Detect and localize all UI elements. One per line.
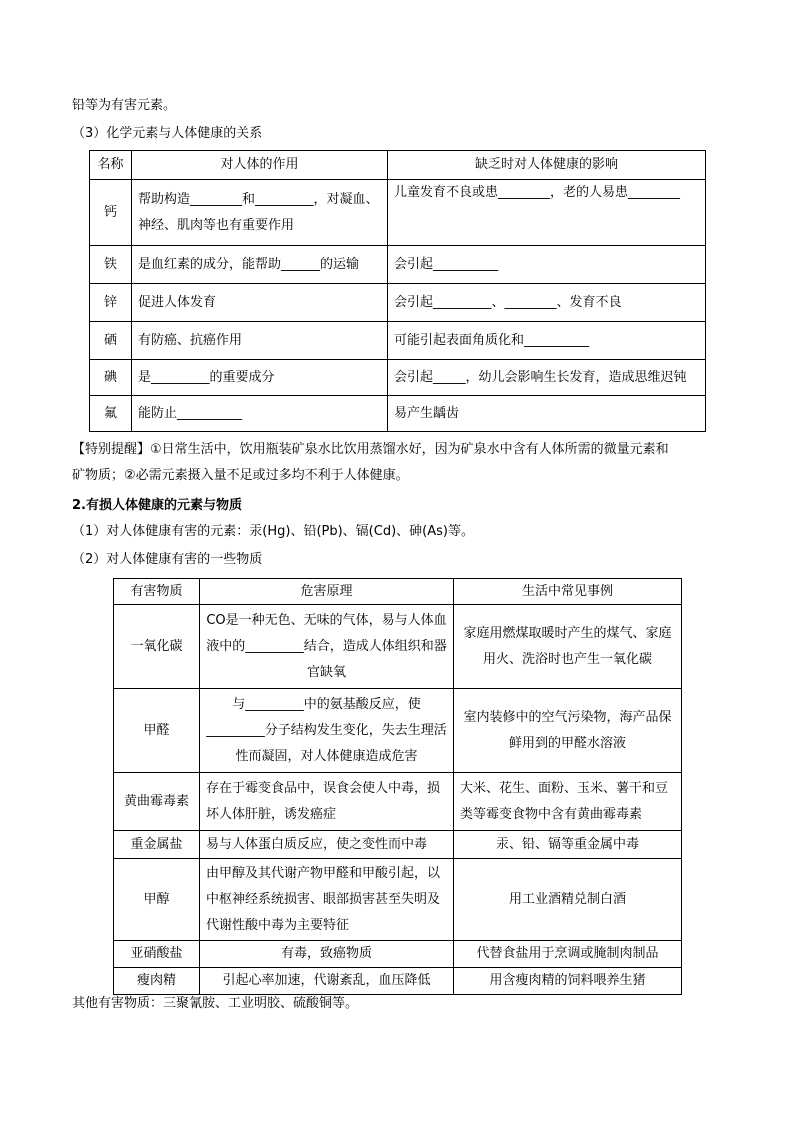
substance-name: 甲醛 bbox=[114, 689, 200, 773]
header-principle: 危害原理 bbox=[200, 579, 454, 605]
element-name: 氟 bbox=[90, 396, 132, 432]
substance-principle: 存在于霉变食品中，误食会使人中毒，损坏人体肝脏，诱发癌症 bbox=[200, 773, 454, 831]
element-name: 铁 bbox=[90, 246, 132, 284]
substance-name: 甲醇 bbox=[114, 859, 200, 941]
header-name: 名称 bbox=[90, 151, 132, 180]
element-health-table bbox=[89, 150, 706, 432]
section-3-title: （3）化学元素与人体健康的关系 bbox=[72, 126, 263, 141]
element-lack: 可能引起表面角质化和__________ bbox=[388, 322, 706, 360]
substance-principle: 引起心率加速，代谢紊乱，血压降低 bbox=[200, 968, 454, 995]
table-row bbox=[114, 831, 682, 859]
element-name: 碘 bbox=[90, 360, 132, 396]
other-harmful-line: 其他有害物质：三聚氰胺、工业明胶、硫酸铜等。 bbox=[72, 996, 359, 1011]
table-row bbox=[90, 396, 706, 432]
header-role: 对人体的作用 bbox=[132, 151, 388, 180]
substance-name: 瘦肉精 bbox=[114, 968, 200, 995]
header-lack: 缺乏时对人体健康的影响 bbox=[388, 151, 706, 180]
element-name: 锌 bbox=[90, 284, 132, 322]
table-row bbox=[90, 246, 706, 284]
element-role: 能防止__________ bbox=[132, 396, 388, 432]
element-role: 是_________的重要成分 bbox=[132, 360, 388, 396]
header-example: 生活中常见事例 bbox=[454, 579, 682, 605]
substance-name: 黄曲霉毒素 bbox=[114, 773, 200, 831]
substance-example: 家庭用燃煤取暖时产生的煤气、家庭用火、洗浴时也产生一氧化碳 bbox=[454, 605, 682, 689]
substance-example: 用工业酒精兑制白酒 bbox=[454, 859, 682, 941]
header-substance: 有害物质 bbox=[114, 579, 200, 605]
substance-name: 亚硝酸盐 bbox=[114, 941, 200, 968]
element-role: 促进人体发育 bbox=[132, 284, 388, 322]
element-name: 硒 bbox=[90, 322, 132, 360]
table-row bbox=[114, 605, 682, 689]
substance-principle: 有毒，致癌物质 bbox=[200, 941, 454, 968]
substance-example: 室内装修中的空气污染物，海产品保鲜用到的甲醛水溶液 bbox=[454, 689, 682, 773]
element-lack: 易产生龋齿 bbox=[388, 396, 706, 432]
table-row bbox=[90, 322, 706, 360]
substance-principle: 由甲醇及其代谢产物甲醛和甲酸引起，以中枢神经系统损害、眼部损害甚至失明及代谢性酸中毒为主要特征 bbox=[200, 859, 454, 941]
table-row bbox=[90, 284, 706, 322]
element-role: 有防癌、抗癌作用 bbox=[132, 322, 388, 360]
element-role: 帮助构造________和_________，对凝血、神经、肌肉等也有重要作用 bbox=[132, 180, 388, 246]
table-row bbox=[114, 689, 682, 773]
substance-principle: 易与人体蛋白质反应，使之变性而中毒 bbox=[200, 831, 454, 859]
substance-name: 一氧化碳 bbox=[114, 605, 200, 689]
table-header-row bbox=[114, 579, 682, 605]
table-row bbox=[114, 859, 682, 941]
substance-example: 代替食盐用于烹调或腌制肉制品 bbox=[454, 941, 682, 968]
substance-principle: CO是一种无色、无味的气体，易与人体血液中的_________结合，造成人体组织和器官缺氧 bbox=[200, 605, 454, 689]
substance-principle: 与_________中的氨基酸反应，使_________分子结构发生变化，失去生理活性而凝固，对人体健康造成危害 bbox=[200, 689, 454, 773]
table-row bbox=[114, 968, 682, 995]
element-role: 是血红素的成分，能帮助______的运输 bbox=[132, 246, 388, 284]
element-lack: 会引起_________、________、发育不良 bbox=[388, 284, 706, 322]
element-lack: 会引起__________ bbox=[388, 246, 706, 284]
harmful-elements-line: （1）对人体健康有害的元素：汞(Hg)、铅(Pb)、镉(Cd)、砷(As)等。 bbox=[72, 524, 474, 539]
tip-line-2: 矿物质；②必需元素摄入量不足或过多均不利于人体健康。 bbox=[72, 468, 409, 483]
section-2-heading: 2.有损人体健康的元素与物质 bbox=[72, 498, 242, 513]
substance-example: 用含瘦肉精的饲料喂养生猪 bbox=[454, 968, 682, 995]
element-lack: 会引起_____，幼儿会影响生长发育，造成思维迟钝 bbox=[388, 360, 706, 396]
substance-example: 大米、花生、面粉、玉米、薯干和豆类等霉变食物中含有黄曲霉毒素 bbox=[454, 773, 682, 831]
element-name: 钙 bbox=[90, 180, 132, 246]
harmful-substances-title: （2）对人体健康有害的一些物质 bbox=[72, 552, 263, 567]
table-row bbox=[90, 180, 706, 246]
element-lack: 儿童发育不良或患________，老的人易患________ bbox=[388, 180, 706, 246]
table-row bbox=[114, 773, 682, 831]
table-row bbox=[114, 941, 682, 968]
substance-example: 汞、铅、镉等重金属中毒 bbox=[454, 831, 682, 859]
table-header-row bbox=[90, 151, 706, 180]
harmful-substances-table bbox=[113, 578, 682, 995]
table-row bbox=[90, 360, 706, 396]
intro-line: 铅等为有害元素。 bbox=[72, 98, 177, 113]
tip-line-1: 【特别提醒】①日常生活中，饮用瓶装矿泉水比饮用蒸馏水好，因为矿泉水中含有人体所需的微量元素和 bbox=[72, 442, 669, 457]
substance-name: 重金属盐 bbox=[114, 831, 200, 859]
